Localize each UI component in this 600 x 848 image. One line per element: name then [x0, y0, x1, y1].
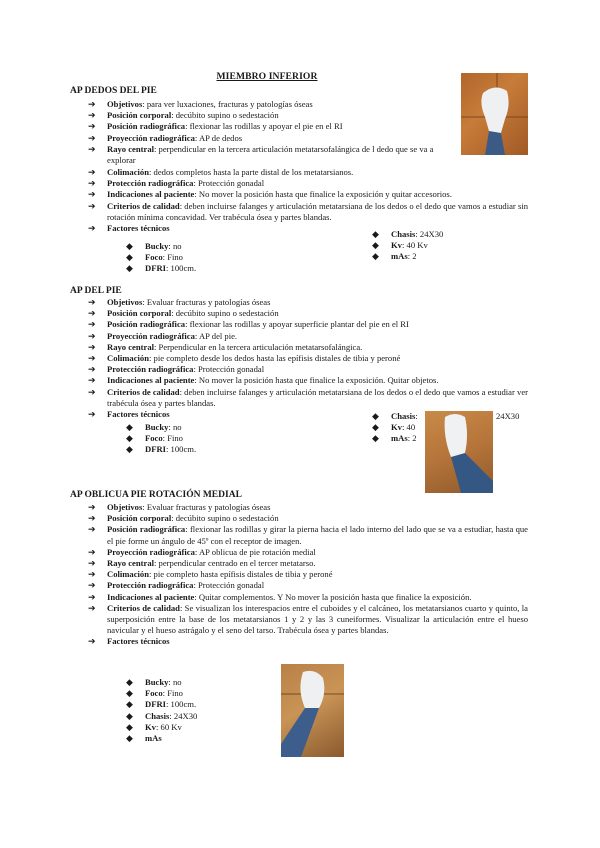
list-item: ◆ Chasis: 24X30	[126, 710, 198, 721]
list-item: ➔ Criterios de calidad: deben incluirse falanges y articulación metatarsiana de los dedos o el dedo que vamos a estudiar ver trabécula ósea y partes blandas.	[88, 386, 528, 408]
list-item: ➔ Protección radiográfica: Protección gonadal	[88, 580, 265, 591]
diamond-icon: ◆	[372, 422, 379, 433]
list-item: ➔ Objetivos: Evaluar fracturas y patologías óseas	[88, 502, 271, 512]
list-item: ➔ Posición corporal: decúbito supino o sedestación	[88, 308, 279, 319]
section-heading-ap-pie: AP DEL PIE	[70, 286, 122, 296]
list-item: ➔ Posición corporal: decúbito supino o sedestación	[88, 110, 279, 121]
arrow-right-icon: ➔	[88, 375, 96, 386]
diamond-icon: ◆	[126, 422, 133, 432]
arrow-right-icon: ➔	[88, 353, 96, 364]
diamond-icon: ◆	[126, 733, 133, 744]
diamond-icon: ◆	[126, 252, 133, 263]
list-item: ◆ DFRI: 100cm.	[126, 699, 197, 710]
diamond-icon: ◆	[126, 677, 133, 687]
technical-factors-right	[372, 411, 418, 445]
arrow-right-icon: ➔	[88, 330, 96, 341]
diamond-icon: ◆	[126, 263, 133, 274]
list-item: ◆ Chasis:	[372, 411, 418, 421]
list-item: ➔ Objetivos: Evaluar fracturas y patologías óseas	[88, 297, 271, 307]
list-item: ➔ Proyección radiográfica: AP oblicua de pie rotación medial	[88, 546, 316, 557]
list-item: ➔ Factores técnicos	[88, 409, 170, 420]
arrow-right-icon: ➔	[88, 636, 96, 647]
arrow-right-icon: ➔	[88, 386, 96, 397]
section-list-ap-oblicua	[88, 502, 528, 648]
arrow-right-icon: ➔	[88, 308, 96, 319]
list-item: ➔ Colimación: pie completo hasta epífisis distales de tibia y peroné	[88, 569, 333, 580]
arrow-right-icon: ➔	[88, 502, 96, 512]
arrow-right-icon: ➔	[88, 121, 96, 132]
arrow-right-icon: ➔	[88, 364, 96, 375]
arrow-right-icon: ➔	[88, 167, 96, 177]
list-item: ➔ Protección radiográfica: Protección gonadal	[88, 178, 265, 189]
list-item: ➔ Proyección radiográfica: AP de dedos	[88, 132, 243, 143]
diamond-icon: ◆	[372, 411, 379, 421]
diamond-icon: ◆	[126, 444, 133, 455]
arrow-right-icon: ➔	[88, 591, 96, 602]
list-item: ◆ mAs	[126, 733, 162, 744]
technical-factors-left	[126, 677, 197, 744]
list-item: ◆ Chasis: 24X30	[372, 229, 444, 239]
list-item: ◆ Bucky: no	[126, 422, 182, 432]
foot-photo-oblique	[281, 664, 344, 757]
list-item: ➔ Protección radiográfica: Protección gonadal	[88, 364, 265, 375]
section-heading-ap-dedos: AP DEDOS DEL PIE	[70, 86, 157, 96]
arrow-right-icon: ➔	[88, 580, 96, 591]
section-list-ap-dedos-cont	[88, 167, 528, 234]
diamond-icon: ◆	[126, 241, 133, 251]
diamond-icon: ◆	[126, 710, 133, 721]
list-item: ➔ Factores técnicos	[88, 223, 170, 234]
diamond-icon: ◆	[126, 688, 133, 699]
technical-factors-right	[372, 229, 443, 263]
diamond-icon: ◆	[126, 721, 133, 732]
list-item: ◆ Bucky: no	[126, 677, 182, 687]
arrow-right-icon: ➔	[88, 341, 96, 352]
arrow-right-icon: ➔	[88, 178, 96, 189]
list-item: ➔ Indicaciones al paciente: No mover la posición hasta que finalice la exposición. Quitar objetos.	[88, 375, 439, 386]
arrow-right-icon: ➔	[88, 524, 96, 535]
arrow-right-icon: ➔	[88, 110, 96, 121]
list-item: ➔ Factores técnicos	[88, 636, 170, 647]
technical-factors-left	[126, 422, 196, 456]
arrow-right-icon: ➔	[88, 189, 96, 200]
arrow-right-icon: ➔	[88, 143, 96, 154]
list-item: ➔ Posición corporal: decúbito supino o sedestación	[88, 513, 279, 524]
arrow-right-icon: ➔	[88, 223, 96, 234]
arrow-right-icon: ➔	[88, 546, 96, 557]
chasis-value: 24X30	[496, 411, 520, 421]
arrow-right-icon: ➔	[88, 409, 96, 420]
section-heading-ap-oblicua: AP OBLICUA PIE ROTACIÓN MEDIAL	[70, 490, 242, 500]
list-item: ➔ Indicaciones al paciente: No mover la posición hasta que finalice la exposición y quitar accesorios.	[88, 189, 452, 200]
list-item: ➔ Rayo central: perpendicular centrado en el tercer metatarso.	[88, 558, 316, 569]
list-item: ◆ DFRI: 100cm.	[126, 263, 197, 274]
diamond-icon: ◆	[126, 699, 133, 710]
list-item: ◆ DFRI: 100cm.	[126, 444, 197, 455]
technical-factors-left	[126, 241, 196, 275]
section-list-ap-pie	[88, 297, 528, 420]
list-item: ◆ Foco: Fino	[126, 252, 183, 263]
list-item: ➔ Proyección radiográfica: AP del pie.	[88, 330, 238, 341]
list-item: ◆ Kv: 40	[372, 422, 416, 433]
diamond-icon: ◆	[372, 433, 379, 444]
list-item: ➔ Rayo central: perpendicular en la tercera articulación metatarsofalángica de l dedo que se va a explorar	[88, 143, 434, 166]
list-item: ➔ Posición radiográfica: flexionar las rodillas y apoyar el pie en el RI	[88, 121, 343, 132]
diamond-icon: ◆	[372, 240, 379, 251]
diamond-icon: ◆	[372, 229, 379, 239]
foot-photo-ap	[425, 411, 493, 493]
arrow-right-icon: ➔	[88, 132, 96, 143]
arrow-right-icon: ➔	[88, 297, 96, 307]
arrow-right-icon: ➔	[88, 602, 96, 613]
foot-photo-toes	[461, 73, 528, 155]
page-title: MIEMBRO INFERIOR	[216, 71, 318, 82]
list-item: ◆ Bucky: no	[126, 241, 182, 251]
list-item: ◆ mAs: 2	[372, 433, 417, 444]
list-item: ◆ Foco: Fino	[126, 688, 183, 699]
list-item: ➔ Criterios de calidad: deben incluirse falanges y articulación metatarsiana de los dedos o el dedo que vamos a estudiar sin rotación mínima concavidad. Ver trabécula ósea y partes blandas.	[88, 200, 529, 222]
diamond-icon: ◆	[126, 433, 133, 444]
section-list-ap-dedos	[88, 99, 461, 166]
list-item: ◆ mAs: 2	[372, 251, 417, 262]
list-item: ➔ Rayo central: Perpendicular en la tercera articulación metatarsofalángica.	[88, 341, 363, 352]
list-item: ➔ Colimación: pie completo desde los dedos hasta las epífisis distales de tibia y peroné	[88, 353, 401, 364]
list-item: ➔ Objetivos: para ver luxaciones, fracturas y patologías óseas	[88, 99, 313, 109]
list-item: ◆ Foco: Fino	[126, 433, 183, 444]
diamond-icon: ◆	[372, 251, 379, 262]
arrow-right-icon: ➔	[88, 319, 96, 330]
list-item: ◆ Kv: 60 Kv	[126, 721, 182, 732]
arrow-right-icon: ➔	[88, 513, 96, 524]
arrow-right-icon: ➔	[88, 200, 96, 211]
arrow-right-icon: ➔	[88, 569, 96, 580]
list-item: ➔ Posición radiográfica: flexionar las rodillas y apoyar superficie plantar del pie en el RI	[88, 319, 409, 330]
list-item: ➔ Indicaciones al paciente: Quitar complementos. Y No mover la posición hasta que finalice la exposición.	[88, 591, 472, 602]
list-item: ➔ Criterios de calidad: Se visualizan los interespacios entre el cuboides y el calcáneo, los metatarsianos cuarto y quinto, la superposición entre la base de los metatarsianos 1 y 2 y las 3 cuneiformes. Visualizar la articulación entre el hueso navicular y el hueso astrágalo y el seno del tarso. Trabécula ósea y partes blandas.	[88, 602, 528, 636]
list-item: ➔ Colimación: dedos completos hasta la parte distal de los metatarsianos.	[88, 167, 354, 177]
arrow-right-icon: ➔	[88, 558, 96, 569]
arrow-right-icon: ➔	[88, 99, 96, 109]
list-item: ➔ Posición radiográfica: flexionar las rodillas y girar la pierna hacia el lado interno del lado que se va a estudiar, hasta que el pie forme un ángulo de 45º con el receptor de imagen.	[88, 524, 528, 546]
list-item: ◆ Kv: 40 Kv	[372, 240, 428, 251]
